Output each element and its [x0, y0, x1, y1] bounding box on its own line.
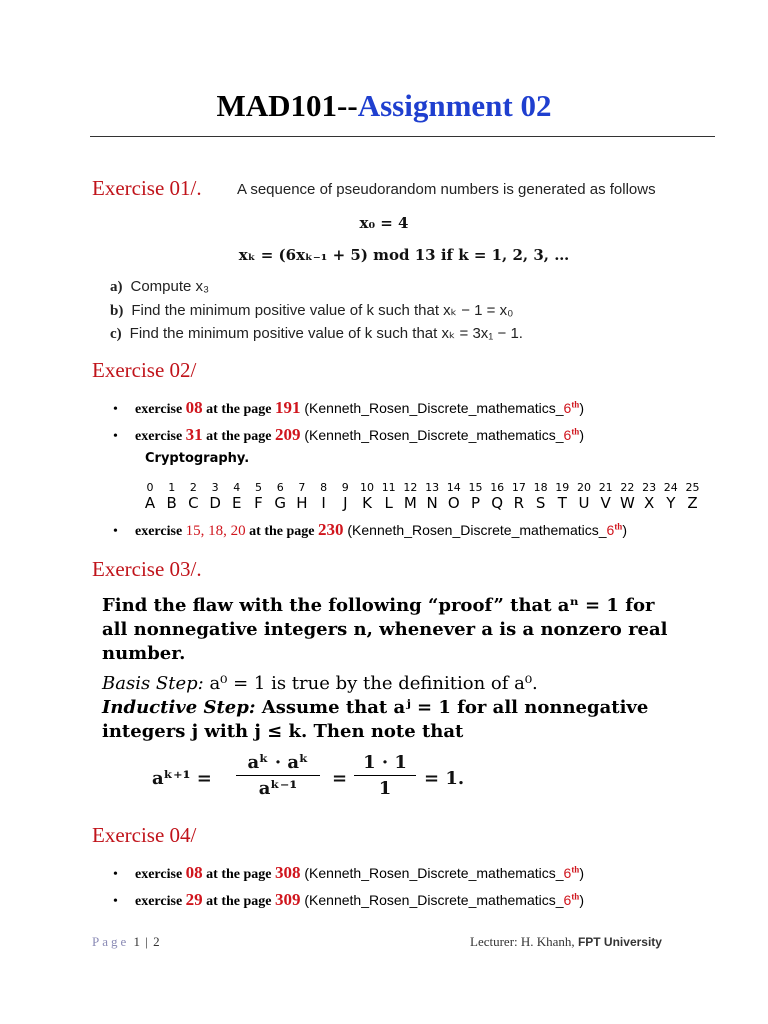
- exercise-02-heading: Exercise 02/: [92, 358, 197, 382]
- cipher-letter: S: [535, 494, 546, 512]
- proof-inductive-step: Inductive Step: Assume that aʲ = 1 for all nonnegative: [102, 697, 649, 718]
- exercise-02-bullet-3: • exercise 15, 18, 20 at the page 230 (Kenneth_Rosen_Discrete_mathematics_6th): [113, 520, 627, 539]
- cipher-number: 16: [490, 481, 505, 494]
- cipher-number: 4: [233, 481, 241, 494]
- equation-recurrence: xₖ = (6xₖ₋₁ + 5) mod 13 if k = 1, 2, 3, …: [238, 246, 570, 264]
- cipher-number: 13: [425, 481, 440, 494]
- cipher-letter: W: [619, 494, 635, 512]
- cipher-letter-row: [0, 494, 768, 514]
- cipher-number: 10: [360, 481, 374, 494]
- cipher-letter: X: [643, 494, 655, 512]
- cipher-number: 14: [446, 481, 461, 494]
- page-title: [0, 88, 768, 124]
- cipher-number: 1: [168, 481, 176, 494]
- cipher-number: 25: [685, 481, 700, 494]
- title-suffix: Assignment 02: [357, 88, 552, 123]
- cipher-letter: Z: [687, 494, 698, 512]
- fraction-1: [236, 752, 320, 799]
- cipher-letter: G: [274, 494, 286, 512]
- cipher-number: 18: [533, 481, 548, 494]
- cipher-letter: C: [188, 494, 199, 512]
- cipher-letter: D: [209, 494, 221, 512]
- exercise-01-item-b: b) Find the minimum positive value of k such that xₖ − 1 = x₀: [110, 302, 514, 319]
- proof-equation: [152, 752, 492, 808]
- cipher-number: 8: [320, 481, 328, 494]
- cipher-number: 0: [146, 481, 154, 494]
- fraction-2: [354, 752, 416, 799]
- fraction-2-numerator: 1 · 1: [363, 752, 407, 773]
- cipher-letter: Y: [666, 494, 676, 512]
- cipher-letter: T: [557, 494, 567, 512]
- footer-lecturer: Lecturer: H. Khanh, FPT University: [470, 934, 662, 949]
- cipher-number: 2: [189, 481, 197, 494]
- cipher-number: 3: [211, 481, 219, 494]
- cipher-letter: K: [362, 494, 372, 512]
- fraction-2-denominator: 1: [378, 778, 392, 799]
- equation-x0: x₀ = 4: [359, 214, 409, 232]
- proof-line-3: number.: [102, 643, 186, 664]
- cipher-letter: P: [470, 494, 481, 512]
- exercise-04-bullet-1: • exercise 08 at the page 308 (Kenneth_Rosen_Discrete_mathematics_6th): [113, 863, 584, 882]
- cipher-number: 19: [555, 481, 570, 494]
- proof-basis-step: Basis Step: a⁰ = 1 is true by the definition of a⁰.: [102, 673, 538, 694]
- fraction-1-numerator: aᵏ · aᵏ: [247, 752, 309, 773]
- cipher-number: 12: [403, 481, 418, 494]
- title-prefix: MAD101--: [216, 88, 358, 123]
- cipher-number: 11: [381, 481, 396, 494]
- cipher-number: 15: [468, 481, 483, 494]
- exercise-02-bullet-2: • exercise 31 at the page 209 (Kenneth_Rosen_Discrete_mathematics_6th): [113, 425, 584, 444]
- exercise-01-item-a: a) Compute x₃: [110, 278, 210, 295]
- cipher-letter: V: [600, 494, 611, 512]
- proof-line-1: Find the flaw with the following “proof” that aⁿ = 1 for: [102, 595, 655, 616]
- exercise-04-bullet-2: • exercise 29 at the page 309 (Kenneth_Rosen_Discrete_mathematics_6th): [113, 890, 584, 909]
- exercise-03-heading: Exercise 03/.: [92, 557, 202, 581]
- cipher-number: 23: [642, 481, 657, 494]
- title-rule: [90, 136, 715, 137]
- exercise-02-bullet-1: • exercise 08 at the page 191 (Kenneth_Rosen_Discrete_mathematics_6th): [113, 398, 584, 417]
- equals-sign: =: [332, 768, 348, 789]
- cipher-letter: L: [384, 494, 393, 512]
- cipher-letter: B: [166, 494, 177, 512]
- cipher-letter: A: [144, 494, 156, 512]
- proof-line-2: all nonnegative integers n, whenever a is a nonzero real: [102, 619, 668, 640]
- cipher-number: 21: [598, 481, 613, 494]
- cryptography-title: Cryptography.: [145, 451, 250, 466]
- footer-page-number: Page 1 | 2: [92, 934, 161, 949]
- cipher-letter: O: [447, 494, 460, 512]
- cipher-letter: I: [321, 494, 326, 512]
- cipher-number: 7: [298, 481, 306, 494]
- equation-lhs: aᵏ⁺¹ =: [152, 768, 212, 789]
- cipher-letter: F: [254, 494, 263, 512]
- cipher-number: 6: [276, 481, 284, 494]
- cipher-letter: U: [578, 494, 590, 512]
- cipher-number: 17: [511, 481, 526, 494]
- cipher-number: 5: [255, 481, 262, 494]
- equation-rhs: = 1.: [424, 768, 465, 789]
- cipher-number: 22: [620, 481, 635, 494]
- exercise-03-proof: [102, 594, 742, 744]
- cipher-letter: R: [513, 494, 525, 512]
- cipher-letter: Q: [491, 494, 504, 512]
- cipher-number: 24: [663, 481, 678, 494]
- exercise-04-heading: Exercise 04/: [92, 823, 197, 847]
- cipher-letter: H: [296, 494, 308, 512]
- fraction-1-denominator: aᵏ⁻¹: [258, 778, 298, 799]
- cipher-letter: J: [343, 494, 348, 512]
- cipher-number: 20: [577, 481, 591, 494]
- exercise-01-item-c: c) Find the minimum positive value of k such that xₖ = 3x₁ − 1.: [110, 325, 523, 342]
- cipher-letter: N: [426, 494, 438, 512]
- exercise-01-intro: A sequence of pseudorandom numbers is generated as follows: [237, 181, 656, 198]
- cipher-letter: E: [232, 494, 242, 512]
- exercise-01-heading: Exercise 01/.: [92, 176, 202, 200]
- cipher-letter: M: [403, 494, 417, 512]
- proof-line-6: integers j with j ≤ k. Then note that: [102, 721, 464, 742]
- cipher-number: 9: [341, 481, 349, 494]
